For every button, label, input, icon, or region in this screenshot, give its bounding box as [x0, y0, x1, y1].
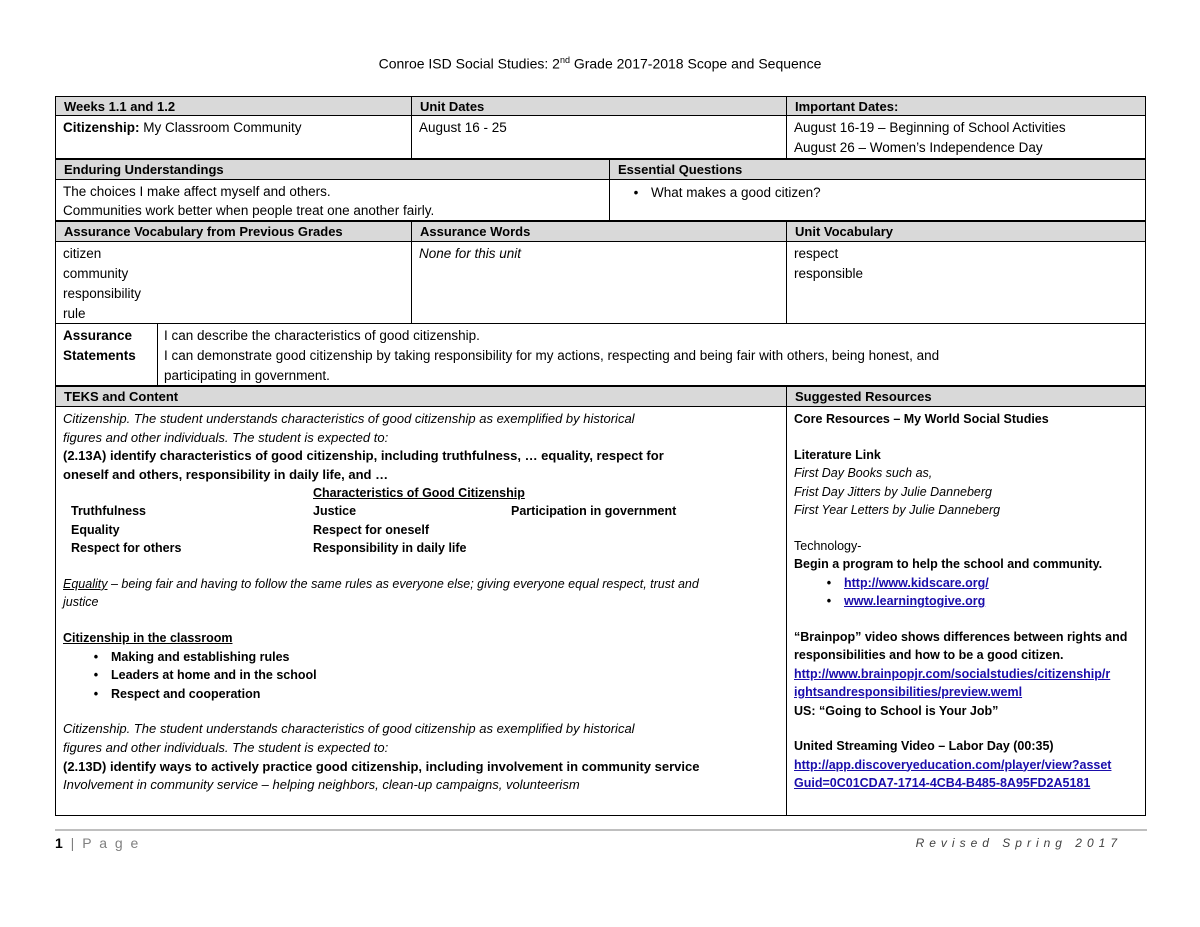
unit-vocab-list: [786, 242, 1146, 286]
book-title: Frist Day Jitters by Julie Danneberg: [794, 484, 992, 499]
core-resources: Core Resources – My World Social Studies: [794, 412, 1049, 426]
resources-header: Suggested Resources: [786, 386, 1146, 407]
vocab-word: community: [63, 266, 129, 281]
weeks-header: Weeks 1.1 and 1.2: [55, 96, 412, 116]
essential-list: [609, 181, 1146, 205]
unit-dates: August 16 - 25: [419, 120, 507, 135]
vocab-word: rule: [63, 306, 86, 321]
assurance-statement: participating in government.: [164, 368, 330, 383]
list-item: • Leaders at home and in the school: [81, 666, 779, 685]
discovery-link[interactable]: http://app.discoveryeducation.com/player/view?asset: [794, 757, 1112, 772]
vocab-word: citizen: [63, 246, 102, 261]
enduring-text: The choices I make affect myself and others. Communities work better when people treat one another fairly.: [63, 184, 435, 218]
vocab-word: responsibility: [63, 286, 142, 301]
prev-vocab-list: [55, 242, 412, 326]
important-date: August 16-19 – Beginning of School Activities: [794, 120, 1066, 135]
resources-content: Core Resources – My World Social Studies Literature Link First Day Books such as, Frist Day Jitters by Julie Danneberg First Year Letters by Julie Danneberg Technology- Begin a program to help the school and community. • http://www.kidscare.org/ • www.learningtogive.org “Brainpop” video shows differences between rights and responsibilities and how to be a good citizen. http://www.brainpopjr.com/socialstudies/citizenship/r ightsandresponsibilities/preview.weml US: “Going to School is Your Job” United Streaming Video – Labor Day (00:35) http://app.discoveryeducation.com/player/view?asset Guid=0C01CDA7-1714-4CB4-B485-8A95FD2A5181: [786, 408, 1146, 795]
book-title: First Year Letters by Julie Danneberg: [794, 503, 1001, 517]
assurance-statement: I can demonstrate good citizenship by taking responsibility for my actions, respecting and being fair with others, being honest, and: [164, 348, 940, 363]
classroom-title: Citizenship in the classroom: [63, 631, 233, 646]
footer-divider: [55, 829, 1147, 831]
enduring-header: Enduring Understandings: [55, 159, 610, 180]
assurance-label: Assurance Statements: [63, 328, 136, 363]
characteristic: Respect for others: [71, 541, 182, 556]
characteristic: Truthfulness: [71, 504, 147, 519]
revised-note: Revised Spring 2017: [915, 836, 1122, 850]
page-title: Conroe ISD Social Studies: 2nd Grade 2017-2018 Scope and Sequence: [378, 55, 822, 72]
assurance-words-header: Assurance Words: [411, 221, 787, 242]
characteristic: Equality: [71, 522, 120, 537]
unit-name: Citizenship: My Classroom Community: [63, 120, 302, 135]
classroom-list: [63, 648, 779, 704]
teks-header: TEKS and Content: [55, 386, 787, 407]
characteristic: Responsibility in daily life: [313, 541, 467, 556]
list-item: • Making and establishing rules: [81, 648, 779, 667]
characteristics-title: Characteristics of Good Citizenship: [313, 486, 525, 501]
vocab-word: responsible: [794, 266, 864, 281]
vocab-word: respect: [794, 246, 839, 261]
characteristic: Respect for oneself: [313, 522, 430, 537]
literature-title: Literature Link: [794, 447, 881, 462]
equality-definition: Equality – being fair and having to follow the same rules as everyone else; giving everyone equal respect, trust and: [63, 576, 699, 591]
characteristic: Justice: [313, 504, 357, 519]
unit-dates-header: Unit Dates: [411, 96, 787, 116]
characteristic: Participation in government: [511, 504, 677, 519]
essential-header: Essential Questions: [609, 159, 1146, 180]
teks-standard-d: (2.13D) identify ways to actively practice good citizenship, including involvement in community service: [63, 758, 700, 774]
discovery-link-cont[interactable]: Guid=0C01CDA7-1714-4CB4-B485-8A95FD2A5181: [794, 776, 1091, 790]
characteristics-table: [63, 502, 779, 558]
learningtogive-link[interactable]: www.learningtogive.org: [844, 594, 986, 608]
assurance-words: None for this unit: [419, 246, 522, 261]
assurance-statement: I can describe the characteristics of good citizenship.: [164, 328, 480, 343]
brainpop-link-cont[interactable]: ightsandresponsibilities/preview.weml: [794, 685, 1023, 699]
teks-content: Citizenship. The student understands characteristics of good citizenship as exemplified by historical figures and other individuals. The student is expected to: (2.13A) identify characteristics of good citizenship, including truthfulness, … equality, respect for oneself and others, responsibility in daily life, and … Characteristics of Good Citizenship Truthfulness Justice Participation in government Equality Respect for oneself Respect for others Responsibility in daily life Equality – being fair and having to follow the same rules as everyone else; giving everyone equal respect, trust and justice Citizenship in the classroom • Making and establishing rules • Leaders at home and in the school • Respect and cooperation Citizenship. The student understands characteristics of good citizenship as exemplified by historical figures and other individuals. The student is expected to: (2.13D) identify ways to actively practice good citizenship, including involvement in community service Involvement in community service – helping neighbors, clean-up campaigns, volunteerism: [55, 408, 787, 797]
list-item: • Respect and cooperation: [81, 685, 779, 704]
assurance-statements: [157, 324, 1146, 388]
unit-vocab-header: Unit Vocabulary: [786, 221, 1146, 242]
kidscare-link[interactable]: http://www.kidscare.org/: [844, 575, 989, 590]
prev-vocab-header: Assurance Vocabulary from Previous Grades: [55, 221, 412, 242]
teks-standard-a: (2.13A) identify characteristics of good citizenship, including truthfulness, … equality, respect for: [63, 448, 664, 464]
important-date: August 26 – Women’s Independence Day: [794, 140, 1043, 155]
technology-title: Technology-: [794, 538, 862, 553]
important-dates-list: [786, 116, 1146, 160]
essential-question: • What makes a good citizen?: [617, 183, 1138, 203]
important-dates-header: Important Dates:: [786, 96, 1146, 116]
page-number: 1 | P a g e: [55, 835, 141, 851]
brainpop-link[interactable]: http://www.brainpopjr.com/socialstudies/citizenship/r: [794, 666, 1111, 681]
